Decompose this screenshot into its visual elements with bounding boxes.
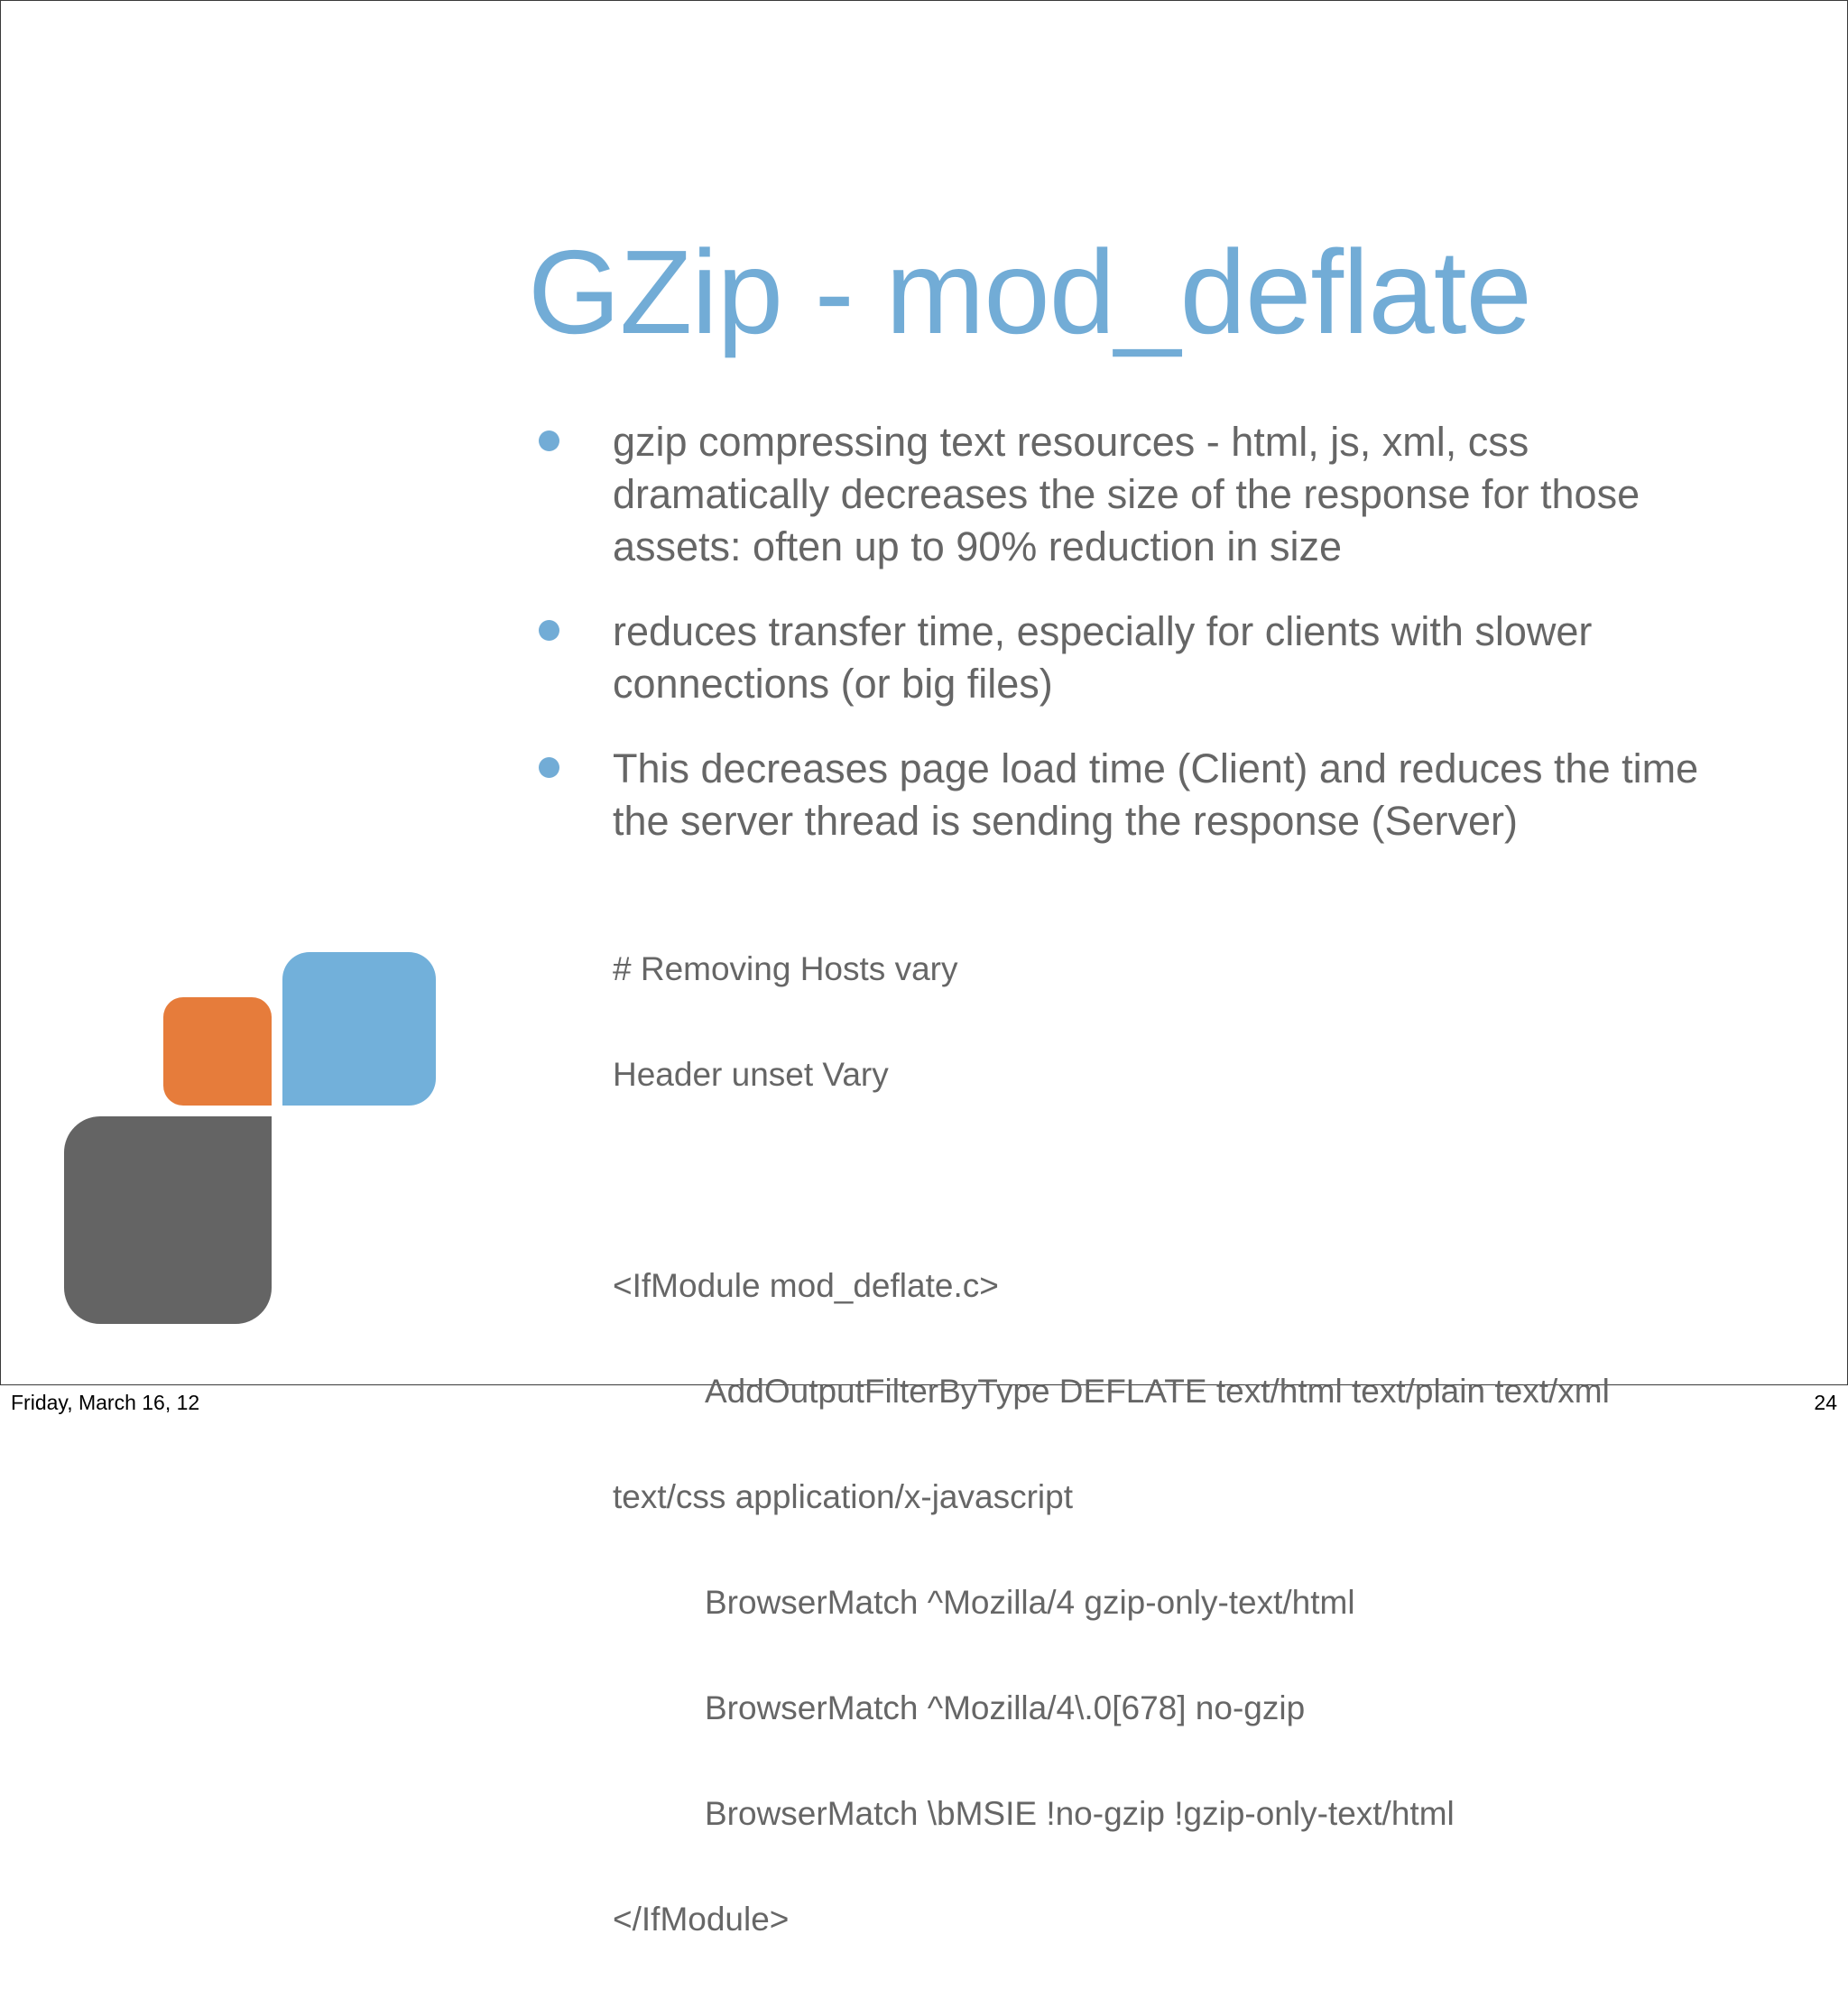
bullet-text: gzip compressing text resources - html, js, xml, css dramatically decreases the size of the response for those assets: often up to 90% reduction in size bbox=[613, 419, 1640, 569]
bullet-text: This decreases page load time (Client) and reduces the time the server thread is sending the response (Server) bbox=[613, 745, 1699, 844]
logo-orange-tile bbox=[163, 997, 272, 1106]
code-line: </IfModule> bbox=[613, 1901, 790, 1938]
bullet-dot-icon bbox=[539, 620, 559, 641]
code-line: BrowserMatch \bMSIE !no-gzip !gzip-only-text/html bbox=[705, 1795, 1455, 1832]
slide-title: GZip - mod_deflate bbox=[528, 226, 1531, 358]
bullet-list bbox=[539, 416, 1721, 880]
bullet-item bbox=[539, 606, 1721, 710]
logo-gray-tile bbox=[64, 1116, 272, 1324]
bullet-item bbox=[539, 416, 1721, 573]
code-line: text/css application/x-javascript bbox=[613, 1478, 1073, 1515]
bullet-dot-icon bbox=[539, 430, 559, 451]
code-line: Header unset Vary bbox=[613, 1056, 889, 1093]
code-line: AddOutputFilterByType DEFLATE text/html text/plain text/xml bbox=[705, 1373, 1610, 1410]
bullet-item bbox=[539, 743, 1721, 847]
code-line: BrowserMatch ^Mozilla/4\.0[678] no-gzip bbox=[705, 1689, 1306, 1726]
footer-date: Friday, March 16, 12 bbox=[11, 1391, 200, 1414]
code-line: <IfModule mod_deflate.c> bbox=[613, 1267, 999, 1304]
page-number: 24 bbox=[1814, 1391, 1837, 1414]
config-code-block bbox=[613, 881, 1750, 2007]
bullet-dot-icon bbox=[539, 757, 559, 778]
code-line: BrowserMatch ^Mozilla/4 gzip-only-text/html bbox=[705, 1584, 1355, 1621]
code-line: # Removing Hosts vary bbox=[613, 950, 958, 987]
logo-blue-tile bbox=[282, 952, 436, 1106]
bullet-text: reduces transfer time, especially for clients with slower connections (or big files) bbox=[613, 608, 1593, 707]
code-line bbox=[613, 1162, 1750, 1198]
